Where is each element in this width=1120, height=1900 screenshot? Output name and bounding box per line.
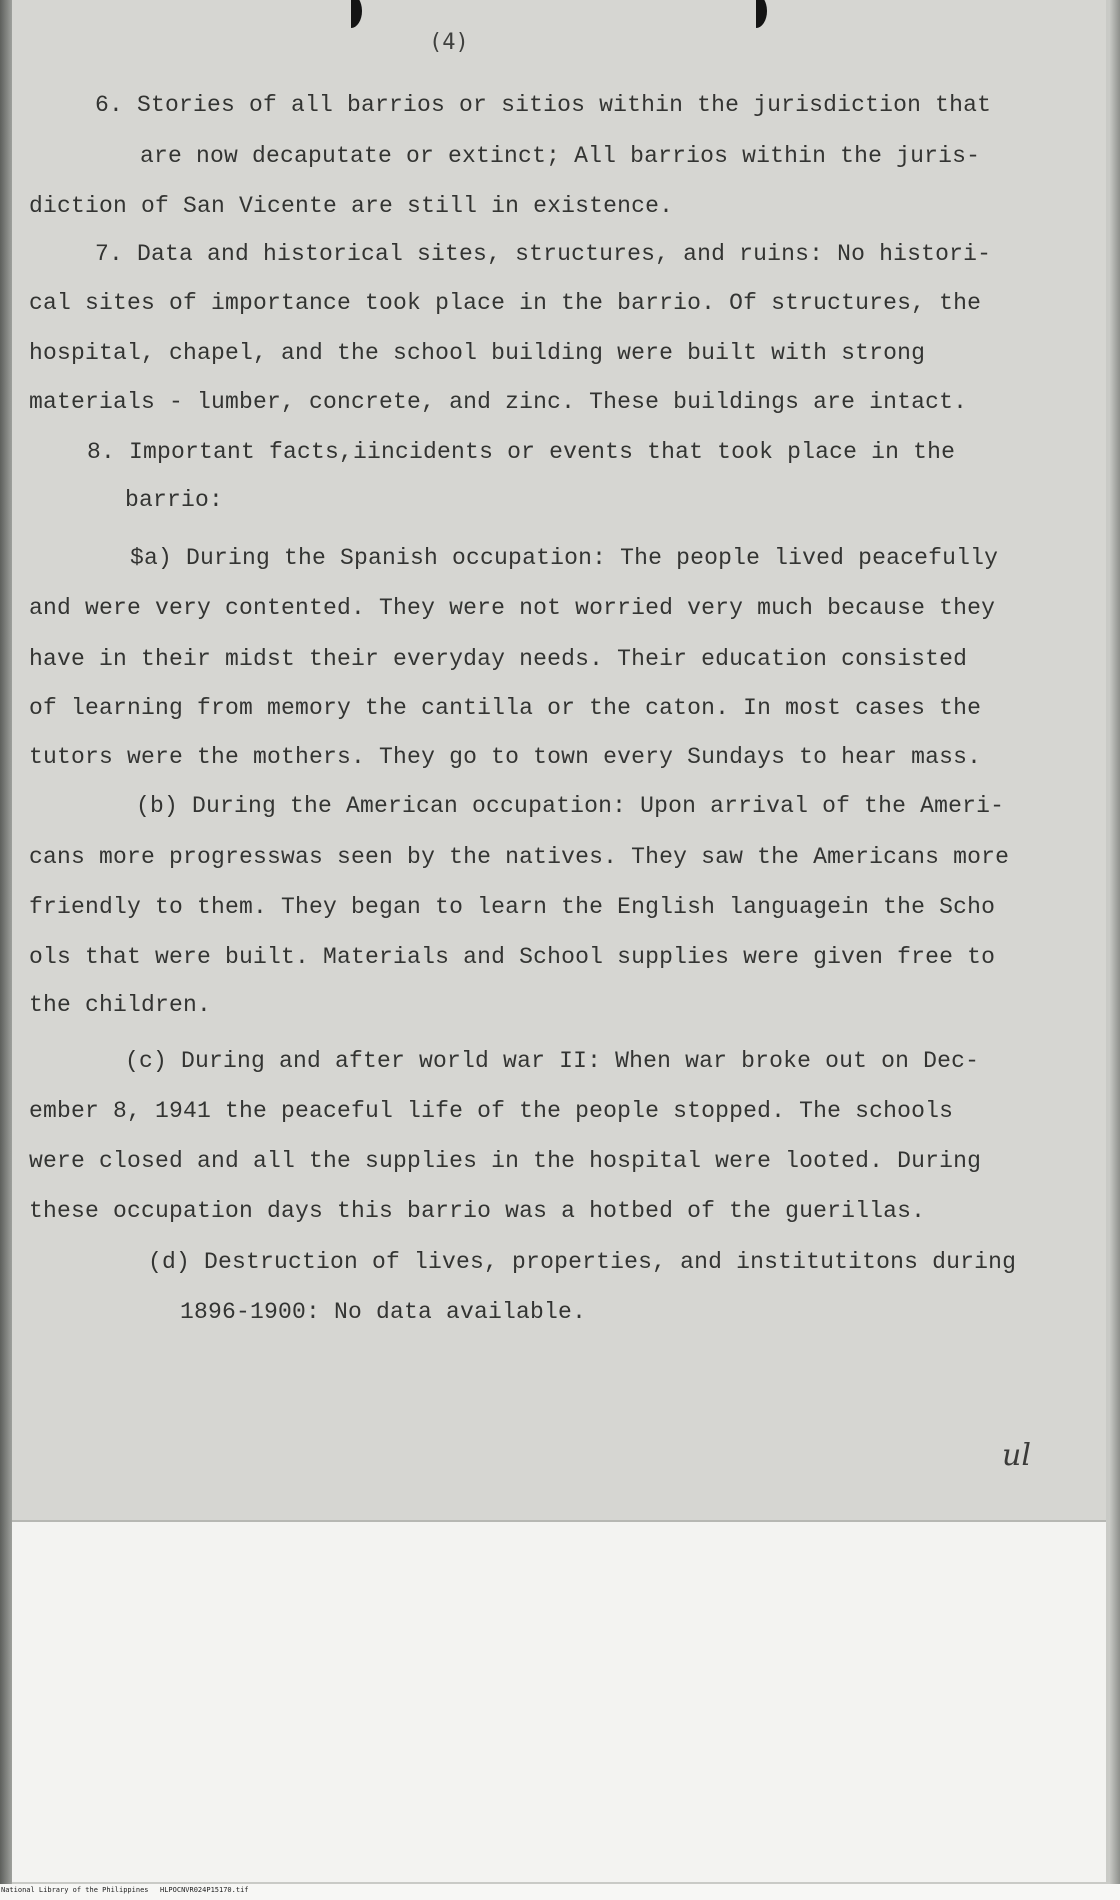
binder-hole-left (340, 0, 362, 28)
text-line: materials - lumber, concrete, and zinc. These buildings are intact. (29, 389, 968, 415)
text-line: these occupation days this barrio was a hotbed of the guerillas. (29, 1198, 926, 1224)
archive-footer (0, 1884, 1120, 1900)
text-line: friendly to them. They began to learn the English languagein the Scho (29, 894, 996, 920)
text-line: (d) Destruction of lives, properties, and institutitons during (148, 1249, 1017, 1275)
text-line: cans more progresswas seen by the natives. They saw the Americans more (29, 844, 1010, 870)
text-line: 1896-1900: No data available. (180, 1299, 587, 1325)
text-line: are now decaputate or extinct; All barrios within the juris- (140, 143, 981, 169)
text-line: of learning from memory the cantilla or the caton. In most cases the (29, 695, 982, 721)
text-line: and were very contented. They were not worried very much because they (29, 595, 996, 621)
blank-backing-sheet (12, 1522, 1106, 1882)
text-line: the children. (29, 992, 212, 1018)
text-line: ols that were built. Materials and School supplies were given free to (29, 944, 996, 970)
text-line: (c) During and after world war II: When war broke out on Dec- (125, 1048, 980, 1074)
footer-library-name: National Library of the Philippines (1, 1886, 149, 1894)
text-line: were closed and all the supplies in the hospital were looted. During (29, 1148, 982, 1174)
binder-hole-right (745, 0, 767, 28)
text-line: diction of San Vicente are still in existence. (29, 193, 674, 219)
text-line: ember 8, 1941 the peaceful life of the people stopped. The schools (29, 1098, 954, 1124)
footer-file-id: HLPOCNVR024P15170.tif (160, 1886, 249, 1894)
binding-edge (0, 0, 12, 1900)
handwritten-initials: ul (1002, 1438, 1031, 1473)
text-line: cal sites of importance took place in the barrio. Of structures, the (29, 290, 982, 316)
text-line: 8. Important facts,iincidents or events that took place in the (87, 439, 956, 465)
text-line: tutors were the mothers. They go to town every Sundays to hear mass. (29, 744, 982, 770)
text-line: 6. Stories of all barrios or sitios within the jurisdiction that (95, 92, 992, 118)
text-line: barrio: (125, 487, 224, 513)
page-number: (4) (429, 30, 469, 55)
text-line: 7. Data and historical sites, structures, and ruins: No histori- (95, 241, 992, 267)
right-page-edge (1110, 0, 1120, 1900)
text-line: hospital, chapel, and the school building were built with strong (29, 340, 926, 366)
text-line: $a) During the Spanish occupation: The people lived peacefully (130, 545, 999, 571)
text-line: have in their midst their everyday needs. Their education consisted (29, 646, 968, 672)
typed-sheet (12, 0, 1106, 1522)
text-line: (b) During the American occupation: Upon arrival of the Ameri- (136, 793, 1005, 819)
